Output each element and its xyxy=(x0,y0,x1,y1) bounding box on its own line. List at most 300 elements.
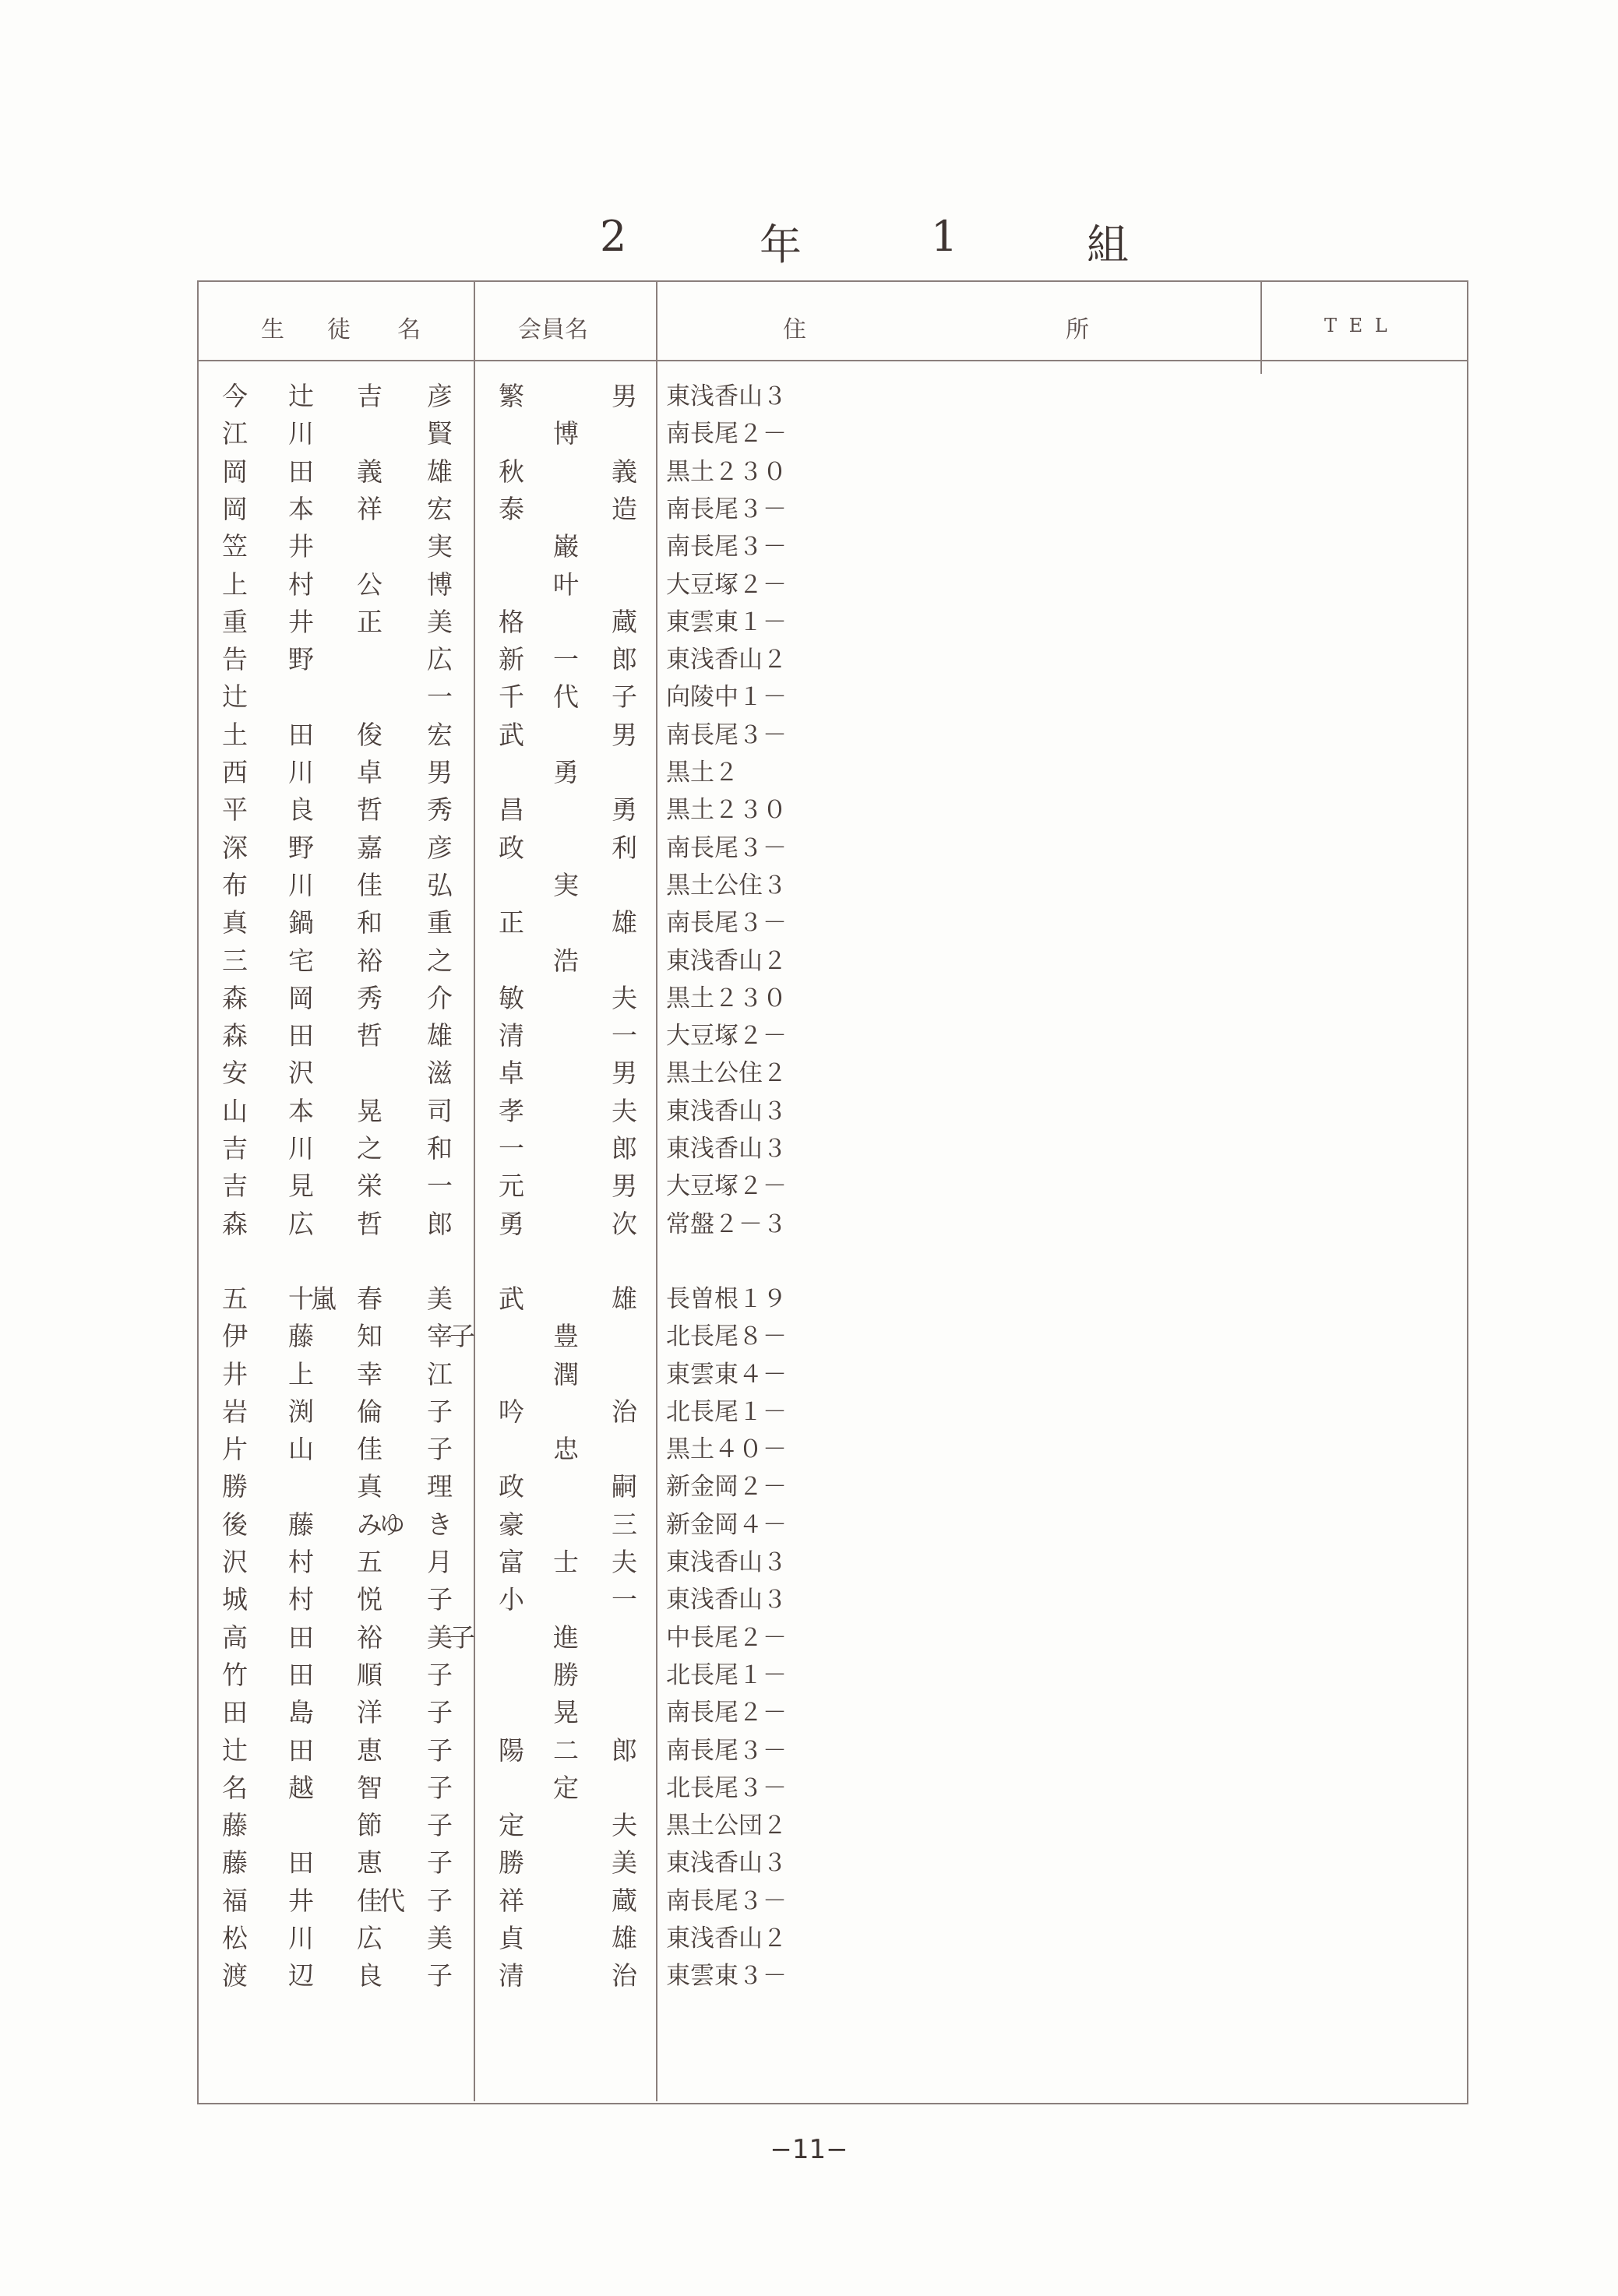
student-name-part: 洋 xyxy=(357,1697,382,1728)
student-name-part: 子 xyxy=(427,1885,453,1916)
table-row xyxy=(0,1017,1618,1055)
address-cell: 北長尾１－ xyxy=(666,1397,787,1426)
student-name-part: 節 xyxy=(357,1810,382,1841)
table-row xyxy=(0,1957,1618,1995)
member-name-part: 代 xyxy=(553,681,579,713)
student-name-part: 笠 xyxy=(222,531,248,562)
student-name-part: 森 xyxy=(222,1208,248,1239)
student-name-part: 辻 xyxy=(222,1734,248,1766)
student-name-part: 秀 xyxy=(357,982,382,1013)
address-cell: 新金岡４－ xyxy=(666,1510,787,1539)
student-name-part: 月 xyxy=(427,1547,453,1577)
address-cell: 南長尾３－ xyxy=(666,720,787,749)
student-name-part: 十嵐 xyxy=(288,1283,333,1314)
address-cell: 北長尾３－ xyxy=(666,1773,787,1802)
student-name-part: 裕 xyxy=(357,1622,382,1653)
student-name-part: 子 xyxy=(427,1396,453,1427)
address-cell: 黒土２ xyxy=(666,759,738,787)
address-cell: 黒土公住２ xyxy=(666,1059,787,1088)
address-cell: 黒土２３０ xyxy=(666,457,787,486)
student-name-part: 真 xyxy=(222,907,248,938)
student-name-part: 越 xyxy=(288,1772,314,1803)
address-cell: 東浅香山３ xyxy=(666,382,787,410)
address-cell: 東雲東１－ xyxy=(666,607,787,636)
student-name-part: 一 xyxy=(427,681,453,713)
member-name-part: 子 xyxy=(612,681,637,713)
student-name-part: 田 xyxy=(222,1697,248,1728)
member-name-part: 雄 xyxy=(612,1283,637,1314)
member-name-part: 繁 xyxy=(499,381,524,411)
student-name-part: 重 xyxy=(427,907,453,938)
address-cell: 東浅香山３ xyxy=(666,1849,787,1878)
student-name-part: 平 xyxy=(222,794,248,826)
student-name-part: 岡 xyxy=(288,982,314,1013)
student-name-part: 竹 xyxy=(222,1659,248,1690)
address-cell: 大豆塚２－ xyxy=(666,1022,787,1051)
address-cell: 東浅香山３ xyxy=(666,1135,787,1163)
member-name-part: 政 xyxy=(499,1471,524,1502)
header-address-1: 住 xyxy=(783,316,806,343)
address-cell: 黒土２３０ xyxy=(666,984,787,1012)
member-name-part: 博 xyxy=(553,418,579,449)
member-name-part: 夫 xyxy=(612,1547,637,1577)
address-cell: 東浅香山２ xyxy=(666,946,787,975)
table-row xyxy=(0,1356,1618,1393)
student-name-part: 城 xyxy=(222,1584,248,1615)
member-name-part: 蔵 xyxy=(612,1885,637,1916)
student-name-part: 義 xyxy=(357,456,382,487)
member-name-part: 勇 xyxy=(499,1208,524,1239)
student-name-part: 五 xyxy=(222,1283,248,1314)
member-name-part: 格 xyxy=(499,606,524,637)
member-name-part: 雄 xyxy=(612,1923,637,1953)
student-name-part: 今 xyxy=(222,381,248,411)
member-name-part: 進 xyxy=(553,1622,579,1653)
student-name-part: 江 xyxy=(427,1358,453,1389)
student-name-part: 広 xyxy=(427,644,453,675)
student-name-part: 良 xyxy=(288,794,314,826)
student-name-part: 藤 xyxy=(288,1509,314,1540)
table-row xyxy=(0,1130,1618,1167)
address-cell: 南長尾３－ xyxy=(666,833,787,862)
table-row xyxy=(0,1055,1618,1092)
student-name-part: 後 xyxy=(222,1509,248,1540)
student-name-part: 勝 xyxy=(222,1471,248,1502)
member-name-part: 陽 xyxy=(499,1734,524,1766)
student-name-part: 和 xyxy=(357,907,382,938)
student-name-part: 井 xyxy=(222,1358,248,1389)
student-name-part: 岡 xyxy=(222,456,248,487)
student-name-part: 恵 xyxy=(357,1847,382,1879)
member-name-part: 郎 xyxy=(612,1133,637,1164)
address-cell: 東雲東３－ xyxy=(666,1962,787,1991)
student-name-part: 介 xyxy=(427,982,453,1013)
student-name-part: 子 xyxy=(427,1434,453,1465)
student-name-part: 川 xyxy=(288,1133,314,1164)
student-name-part: 宅 xyxy=(288,945,314,976)
student-name-part: 俊 xyxy=(357,719,382,750)
member-name-part: 昌 xyxy=(499,794,524,826)
member-name-part: 武 xyxy=(499,719,524,750)
student-name-part: 彦 xyxy=(427,381,453,411)
table-row xyxy=(0,1770,1618,1807)
header-student-3: 名 xyxy=(397,316,421,343)
student-name-part: 村 xyxy=(288,569,314,600)
student-name-part: 井 xyxy=(288,1885,314,1916)
member-name-part: 巌 xyxy=(553,531,579,562)
address-cell: 大豆塚２－ xyxy=(666,1172,787,1201)
table-row xyxy=(0,1581,1618,1618)
student-name-part: 田 xyxy=(288,1622,314,1653)
member-name-part: 一 xyxy=(499,1133,524,1164)
address-cell: 南長尾２－ xyxy=(666,1699,787,1727)
student-name-part: 順 xyxy=(357,1659,382,1690)
column-divider-3 xyxy=(1260,280,1262,374)
member-name-part: 実 xyxy=(553,869,579,900)
title-char-3: 1 xyxy=(931,212,958,261)
member-name-part: 定 xyxy=(499,1810,524,1841)
member-name-part: 夫 xyxy=(612,1095,637,1126)
member-name-part: 男 xyxy=(612,719,637,750)
header-member: 会員名 xyxy=(518,316,588,343)
table-row xyxy=(0,1167,1618,1205)
table-row xyxy=(0,1393,1618,1431)
student-name-part: 田 xyxy=(288,719,314,750)
student-name-part: 田 xyxy=(288,1659,314,1690)
table-row xyxy=(0,717,1618,754)
title-char-4: 組 xyxy=(1087,220,1129,269)
student-name-part: 子 xyxy=(427,1734,453,1766)
student-name-part: 子 xyxy=(427,1772,453,1803)
student-name-part: 田 xyxy=(288,1020,314,1051)
member-name-part: 男 xyxy=(612,381,637,411)
student-name-part: 悦 xyxy=(357,1584,382,1615)
member-name-part: 晃 xyxy=(553,1697,579,1728)
student-name-part: 見 xyxy=(288,1171,314,1202)
address-cell: 東浅香山３ xyxy=(666,1548,787,1576)
table-row xyxy=(0,904,1618,942)
member-name-part: 次 xyxy=(612,1208,637,1239)
member-name-part: 潤 xyxy=(553,1358,579,1389)
member-name-part: 秋 xyxy=(499,456,524,487)
student-name-part: 美 xyxy=(427,606,453,637)
member-name-part: 吟 xyxy=(499,1396,524,1427)
student-name-part: みゆ xyxy=(357,1509,402,1540)
student-name-part: 山 xyxy=(222,1095,248,1126)
student-name-part: 藤 xyxy=(222,1847,248,1879)
member-name-part: 豊 xyxy=(553,1321,579,1352)
member-name-part: 三 xyxy=(612,1509,637,1540)
student-name-part: 実 xyxy=(427,531,453,562)
address-cell: 南長尾２－ xyxy=(666,420,787,449)
member-name-part: 治 xyxy=(612,1960,637,1991)
student-name-part: 之 xyxy=(427,945,453,976)
student-name-part: 司 xyxy=(427,1095,453,1126)
student-name-part: 広 xyxy=(288,1208,314,1239)
table-row xyxy=(0,1732,1618,1770)
member-name-part: 新 xyxy=(499,644,524,675)
table-row xyxy=(0,980,1618,1017)
student-name-part: 宏 xyxy=(427,719,453,750)
student-name-part: 倫 xyxy=(357,1396,382,1427)
student-name-part: 安 xyxy=(222,1058,248,1089)
student-name-part: 村 xyxy=(288,1584,314,1615)
address-cell: 新金岡２－ xyxy=(666,1473,787,1502)
student-name-part: 子 xyxy=(427,1584,453,1615)
student-name-part: き xyxy=(427,1509,453,1540)
student-name-part: 雄 xyxy=(427,1020,453,1051)
student-name-part: 川 xyxy=(288,757,314,787)
member-name-part: 元 xyxy=(499,1171,524,1202)
member-name-part: 孝 xyxy=(499,1095,524,1126)
student-name-part: 川 xyxy=(288,869,314,900)
member-name-part: 郎 xyxy=(612,644,637,675)
address-cell: 東浅香山２ xyxy=(666,646,787,674)
address-cell: 南長尾３－ xyxy=(666,1736,787,1765)
member-name-part: 士 xyxy=(553,1547,579,1577)
header-tel: T E L xyxy=(1324,315,1391,336)
member-name-part: 郎 xyxy=(612,1734,637,1766)
address-cell: 南長尾３－ xyxy=(666,495,787,523)
table-row xyxy=(0,1093,1618,1130)
student-name-part: 鍋 xyxy=(288,907,314,938)
student-name-part: 藤 xyxy=(222,1810,248,1841)
member-name-part: 貞 xyxy=(499,1923,524,1953)
header-address-2: 所 xyxy=(1066,316,1089,343)
address-cell: 南長尾３－ xyxy=(666,533,787,562)
student-name-part: 春 xyxy=(357,1283,382,1314)
table-row xyxy=(0,1920,1618,1957)
student-name-part: 雄 xyxy=(427,456,453,487)
student-name-part: 賢 xyxy=(427,418,453,449)
student-name-part: 美 xyxy=(427,1923,453,1953)
student-name-part: 重 xyxy=(222,606,248,637)
student-name-part: 伊 xyxy=(222,1321,248,1352)
student-name-part: 沢 xyxy=(288,1058,314,1089)
member-name-part: 義 xyxy=(612,456,637,487)
student-name-part: 深 xyxy=(222,832,248,863)
address-cell: 東雲東４－ xyxy=(666,1360,787,1389)
member-name-part: 千 xyxy=(499,681,524,713)
student-name-part: 真 xyxy=(357,1471,382,1502)
student-name-part: 哲 xyxy=(357,1020,382,1051)
address-cell: 東浅香山３ xyxy=(666,1586,787,1615)
student-name-part: 村 xyxy=(288,1547,314,1577)
student-name-part: 布 xyxy=(222,869,248,900)
student-name-part: 子 xyxy=(427,1847,453,1879)
student-name-part: 子 xyxy=(427,1810,453,1841)
student-name-part: 吉 xyxy=(222,1133,248,1164)
student-name-part: 佳代 xyxy=(357,1885,402,1916)
student-name-part: 美 xyxy=(427,1283,453,1314)
table-row xyxy=(0,528,1618,565)
address-cell: 南長尾３－ xyxy=(666,1886,787,1915)
student-name-part: 片 xyxy=(222,1434,248,1465)
student-name-part: 野 xyxy=(288,644,314,675)
address-cell: 黒土４０－ xyxy=(666,1435,787,1464)
table-row xyxy=(0,1844,1618,1882)
student-name-part: 之 xyxy=(357,1133,382,1164)
student-name-part: 三 xyxy=(222,945,248,976)
address-cell: 向陵中１－ xyxy=(666,683,787,712)
table-row xyxy=(0,1544,1618,1581)
address-cell: 南長尾３－ xyxy=(666,909,787,938)
student-name-part: 岡 xyxy=(222,493,248,524)
member-name-part: 清 xyxy=(499,1960,524,1991)
member-name-part: 富 xyxy=(499,1547,524,1577)
table-row xyxy=(0,378,1618,415)
address-cell: 黒土２３０ xyxy=(666,796,787,825)
student-name-part: 卓 xyxy=(357,757,382,787)
student-name-part: 嘉 xyxy=(357,832,382,863)
student-name-part: 美子 xyxy=(427,1622,472,1653)
header-student-2: 徒 xyxy=(327,316,351,343)
student-name-part: 一 xyxy=(427,1171,453,1202)
table-row xyxy=(0,942,1618,980)
student-name-part: 渡 xyxy=(222,1960,248,1991)
student-name-part: 藤 xyxy=(288,1321,314,1352)
table-row xyxy=(0,867,1618,904)
member-name-part: 造 xyxy=(612,493,637,524)
address-cell: 大豆塚２－ xyxy=(666,570,787,599)
member-name-part: 嗣 xyxy=(612,1471,637,1502)
page-title xyxy=(0,212,1618,274)
address-cell: 北長尾８－ xyxy=(666,1322,787,1351)
student-name-part: 公 xyxy=(357,569,382,600)
student-name-part: 郎 xyxy=(427,1208,453,1239)
student-name-part: 川 xyxy=(288,418,314,449)
student-name-part: 宰子 xyxy=(427,1321,472,1352)
student-name-part: 高 xyxy=(222,1622,248,1653)
header-student-1: 生 xyxy=(261,316,284,343)
student-name-part: 佳 xyxy=(357,869,382,900)
student-name-part: 子 xyxy=(427,1659,453,1690)
student-name-part: 野 xyxy=(288,832,314,863)
student-name-part: 森 xyxy=(222,1020,248,1051)
student-name-part: 博 xyxy=(427,569,453,600)
student-name-part: 田 xyxy=(288,1734,314,1766)
address-cell: 東浅香山３ xyxy=(666,1097,787,1125)
address-cell: 中長尾２－ xyxy=(666,1623,787,1652)
member-name-part: 男 xyxy=(612,1058,637,1089)
member-name-part: 一 xyxy=(612,1020,637,1051)
student-name-part: 五 xyxy=(357,1547,382,1577)
member-name-part: 治 xyxy=(612,1396,637,1427)
member-name-part: 政 xyxy=(499,832,524,863)
table-row xyxy=(0,678,1618,716)
student-name-part: 江 xyxy=(222,418,248,449)
student-name-part: 正 xyxy=(357,606,382,637)
student-name-part: 広 xyxy=(357,1923,382,1953)
member-name-part: 雄 xyxy=(612,907,637,938)
member-name-part: 勇 xyxy=(612,794,637,826)
student-name-part: 理 xyxy=(427,1471,453,1502)
student-name-part: 沢 xyxy=(222,1547,248,1577)
student-name-part: 栄 xyxy=(357,1171,382,1202)
student-name-part: 佳 xyxy=(357,1434,382,1465)
table-row xyxy=(0,1318,1618,1355)
member-name-part: 叶 xyxy=(553,569,579,600)
student-name-part: 和 xyxy=(427,1133,453,1164)
student-name-part: 告 xyxy=(222,644,248,675)
table-row xyxy=(0,791,1618,829)
member-name-part: 利 xyxy=(612,832,637,863)
address-cell: 黒土公住３ xyxy=(666,871,787,900)
title-char-2: 年 xyxy=(760,220,802,269)
member-name-part: 勝 xyxy=(553,1659,579,1690)
table-row xyxy=(0,1431,1618,1468)
student-name-part: 田 xyxy=(288,456,314,487)
student-name-part: 辻 xyxy=(222,681,248,713)
member-name-part: 一 xyxy=(612,1584,637,1615)
member-name-part: 武 xyxy=(499,1283,524,1314)
student-name-part: 子 xyxy=(427,1960,453,1991)
student-name-part: 田 xyxy=(288,1847,314,1879)
student-name-part: 辺 xyxy=(288,1960,314,1991)
member-name-part: 蔵 xyxy=(612,606,637,637)
table-row xyxy=(0,1882,1618,1920)
member-name-part: 美 xyxy=(612,1847,637,1879)
student-name-part: 島 xyxy=(288,1697,314,1728)
table-row xyxy=(0,641,1618,678)
student-name-part: 晃 xyxy=(357,1095,382,1126)
member-name-part: 正 xyxy=(499,907,524,938)
address-cell: 東浅香山２ xyxy=(666,1924,787,1953)
student-name-part: 彦 xyxy=(427,832,453,863)
member-name-part: 忠 xyxy=(553,1434,579,1465)
student-name-part: 森 xyxy=(222,982,248,1013)
table-row xyxy=(0,829,1618,867)
page-number: −11− xyxy=(770,2134,848,2165)
student-name-part: 松 xyxy=(222,1923,248,1953)
member-name-part: 男 xyxy=(612,1171,637,1202)
table-row xyxy=(0,1280,1618,1318)
student-name-part: 幸 xyxy=(357,1358,382,1389)
student-name-part: 吉 xyxy=(222,1171,248,1202)
student-name-part: 本 xyxy=(288,493,314,524)
address-cell: 常盤２－３ xyxy=(666,1210,787,1238)
student-name-part: 井 xyxy=(288,606,314,637)
address-cell: 黒土公団２ xyxy=(666,1812,787,1840)
header-divider xyxy=(197,360,1468,361)
table-row xyxy=(0,1657,1618,1694)
table-row xyxy=(0,566,1618,604)
student-name-part: 恵 xyxy=(357,1734,382,1766)
table-row xyxy=(0,754,1618,791)
member-name-part: 敏 xyxy=(499,982,524,1013)
member-name-part: 夫 xyxy=(612,1810,637,1841)
student-name-part: 弘 xyxy=(427,869,453,900)
table-row xyxy=(0,491,1618,528)
student-name-part: 哲 xyxy=(357,1208,382,1239)
table-row xyxy=(0,604,1618,641)
table-row xyxy=(0,1206,1618,1243)
member-name-part: 二 xyxy=(553,1734,579,1766)
member-name-part: 清 xyxy=(499,1020,524,1051)
student-name-part: 岩 xyxy=(222,1396,248,1427)
student-name-part: 川 xyxy=(288,1923,314,1953)
student-name-part: 祥 xyxy=(357,493,382,524)
student-name-part: 福 xyxy=(222,1885,248,1916)
member-name-part: 夫 xyxy=(612,982,637,1013)
table-row xyxy=(0,1468,1618,1505)
member-name-part: 勝 xyxy=(499,1847,524,1879)
member-name-part: 勇 xyxy=(553,757,579,787)
table-row xyxy=(0,1506,1618,1544)
student-name-part: 土 xyxy=(222,719,248,750)
student-name-part: 本 xyxy=(288,1095,314,1126)
student-name-part: 宏 xyxy=(427,493,453,524)
